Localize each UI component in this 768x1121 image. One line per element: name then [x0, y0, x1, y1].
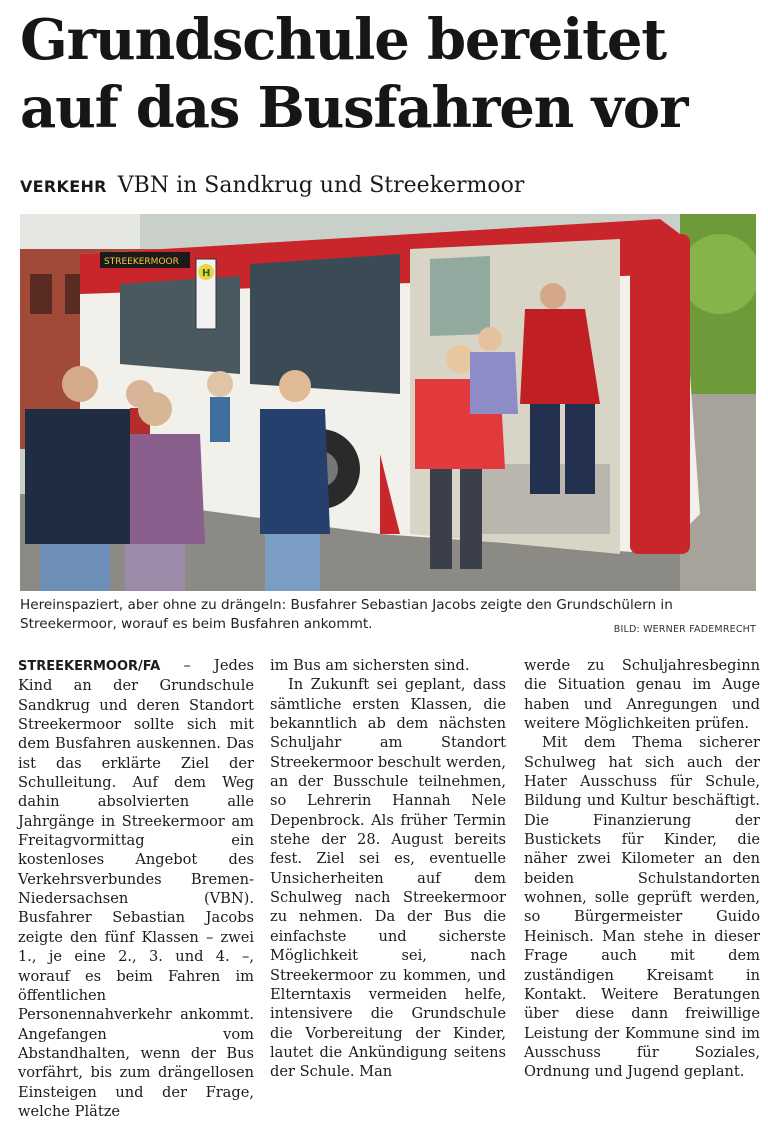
subheadline	[20, 172, 524, 201]
body-paragraph: Mit dem Thema sicherer Schulweg hat sich auch der Hater Ausschuss für Schule, Bildung und Kultur beschäftigt. Die Finanzierung der Bustickets für Kinder, die näher zwei Kilometer an den beiden Schulstandorten wohnen, solle geprüft werden, so Bürgermeister Guido Heinisch. Man stehe in dieser Frage auch mit dem zuständigen Kreisamt in Kontakt. Weitere Beratungen über diese dann freiwillige Leistung der Kommune sind im Ausschuss für Soziales, Ordnung und Jugend geplant.	[524, 734, 760, 1081]
dateline: STREEKERMOOR/FA	[18, 659, 161, 674]
body-paragraph: In Zukunft sei geplant, dass sämtliche ersten Klassen, die bekanntlich ab dem nächsten Schuljahr am Standort Streekermoor beschult werden, an der Busschule teilnehmen, so Lehrerin Hannah Nele Depenbrock. Als früher Termin stehe der 28. August bereits fest. Ziel sei es, eventuelle Unsicherheiten auf dem Schulweg nach Streekermoor zu nehmen. Da der Bus die einfachste und sicherste Möglichkeit sei, nach Streekermoor zu kommen, und Elterntaxis vermeiden helfe, intensivere die Grundschule die Vorbereitung der Kinder, lautet die Ankündigung seitens der Schule. Man	[270, 676, 506, 1081]
headline	[20, 6, 760, 142]
bus-scene-illustration	[20, 214, 756, 591]
headline-line-1: Grundschule bereitet	[20, 7, 666, 73]
bus-window	[250, 254, 400, 394]
headline-line-2: auf das Busfahren vor	[20, 75, 688, 141]
article-column-3	[524, 656, 760, 1081]
article-column-2	[270, 656, 506, 1081]
bus-front	[630, 234, 690, 554]
child-blue-jacket	[279, 370, 311, 402]
body-paragraph: werde zu Schuljahresbeginn die Situation genau im Auge haben und Anregungen und weitere Möglichkeiten prüfen.	[524, 657, 760, 733]
body-paragraph: im Bus am sichersten sind.	[270, 657, 470, 674]
caption-text: Hereinspaziert, aber ohne zu drängeln: Busfahrer Sebastian Jacobs zeigte den Grundschülern in Streekermoor, worauf es beim Busfahren ankommt.	[20, 597, 673, 632]
boy-dark-jacket	[62, 366, 98, 402]
child-purple-coat	[138, 392, 172, 426]
bus-driver	[540, 283, 566, 309]
article-column-1	[18, 656, 254, 1120]
section-kicker: VERKEHR	[20, 177, 107, 196]
photo-caption	[20, 596, 756, 639]
bus-destination-display: STREEKERMOOR	[104, 257, 179, 267]
bus-stop-sign: H	[202, 268, 211, 279]
subheadline-text: VBN in Sandkrug und Streekermoor	[117, 173, 525, 198]
child-red-jacket	[446, 345, 474, 373]
article-photo	[20, 214, 756, 591]
photo-credit: BILD: WERNER FADEMRECHT	[613, 624, 756, 635]
body-paragraph: – Jedes Kind an der Grundschule Sandkrug und deren Standort Streekermoor sollte sich mit dem Busfahren auskennen. Das ist das erklärte Ziel der Schulleitung. Auf dem Weg dahin absolvierten alle Jahrgänge in Streekermoor am Freitagvormittag ein kostenloses Angebot des Verkehrsverbundes Bremen-Niedersachsen (VBN). Busfahrer Sebastian Jacobs zeigte den fünf Klassen – zwei 1., je eine 2., 3. und 4. –, worauf es beim Fahren im öffentlichen Personennahverkehr ankommt. Angefangen vom Abstandhalten, wenn der Bus vorfährt, bis zum drängellosen Einsteigen und der Frage, welche Plätze	[18, 657, 254, 1120]
